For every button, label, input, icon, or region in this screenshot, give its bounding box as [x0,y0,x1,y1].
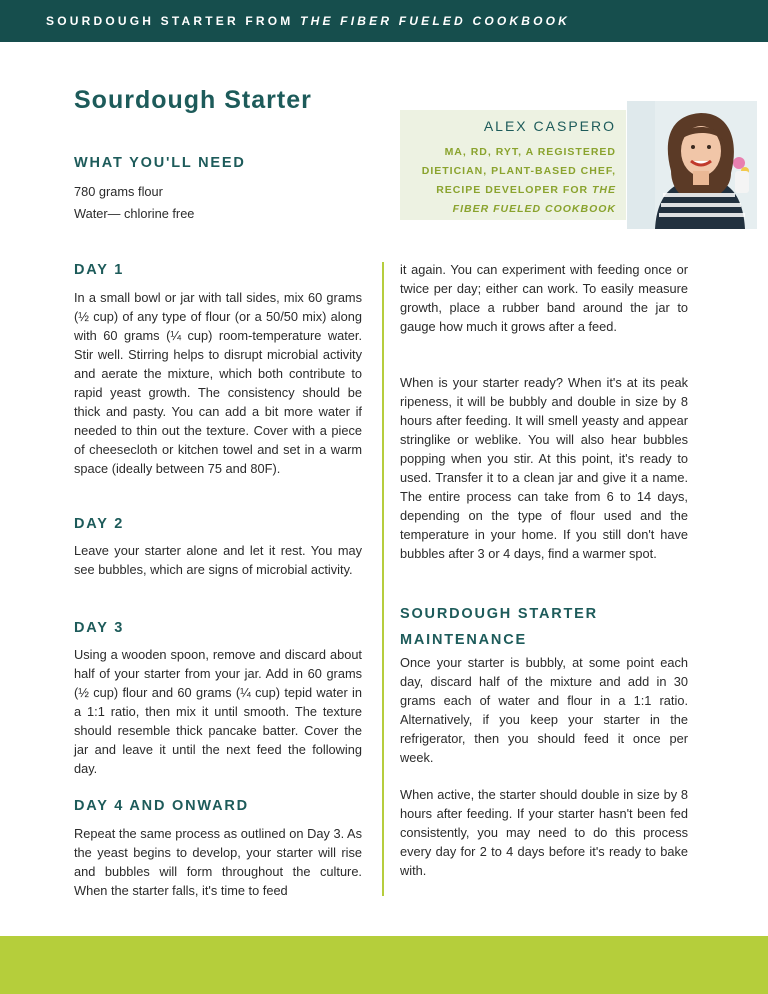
ingredients-list [74,182,194,223]
header-title [46,14,570,28]
author-photo [627,101,757,229]
day4-text: Repeat the same process as outlined on Day 3. As the yeast begins to develop, your starter will rise and bubbles will form throughout the culture. When the starter falls, it's time to feed [74,826,362,898]
ingredient-item: Water— chlorine free [74,206,195,221]
day3-heading: DAY 3 [74,620,125,636]
ingredient-item: 780 grams flour [74,184,163,199]
maintenance-heading-line: SOURDOUGH STARTER [400,606,598,622]
footer-bar [0,936,768,994]
author-desc-text: RECIPE DEVELOPER FOR [436,184,592,196]
starter-ready-text: When is your starter ready? When it's at its peak ripeness, it will be bubbly and double in size by 8 hours after feeding. It will smell yeasty and appear stringlike or weblike. You will also hear bubbles popping when you stir. At this point, it's ready to used. Transfer it to a clean jar and give it a name. The entire process can take from 6 to 14 days, depending on the type of flour used and the temperature in your home. If you still don't have bubbles after 3 or 4 days, find a warmer spot. [400,375,688,561]
maintenance-heading-line: MAINTENANCE [400,632,527,648]
maintenance-text-1: Once your starter is bubbly, at some point each day, discard half of the mixture and add in 30 grams each of water and flour in a 1:1 ratio. Alternatively, if you keep your starter in the refrigerator, then you should feed it once per week. [400,655,688,765]
author-description [406,143,616,219]
author-box [400,110,626,220]
day3-text: Using a wooden spoon, remove and discard about half of your starter from your jar. Add in 60 grams (½ cup) flour and 60 grams (¼ cup) tepid water in a 1:1 ratio, then mix it until smooth. The texture should resemble thick pancake batter. Cover the jar and leave it until the next feed the following day. [74,647,362,776]
author-name: ALEX CASPERO [483,118,616,134]
author-desc-line [406,200,616,219]
ingredients-heading: WHAT YOU'LL NEED [74,155,246,171]
day4-heading: DAY 4 AND ONWARD [74,798,249,814]
author-desc-italic: FIBER FUELED COOKBOOK [452,203,616,215]
day1-heading: DAY 1 [74,262,125,278]
day2-text: Leave your starter alone and let it rest. You may see bubbles, which are signs of microbial activity. [74,543,362,577]
header-book-title: THE FIBER FUELED COOKBOOK [300,14,571,28]
maintenance-text-2: When active, the starter should double in size by 8 hours after feeding. If your starter hasn't been fed consistently, you may need to do this process every day for 2 to 4 days before it's ready to bake with. [400,787,688,878]
header-bar [0,0,768,42]
author-desc-line [406,181,616,200]
author-desc-line: DIETICIAN, PLANT-BASED CHEF, [421,165,616,177]
author-desc-line: MA, RD, RYT, A REGISTERED [444,146,616,158]
day2-heading: DAY 2 [74,516,125,532]
column-divider [382,262,384,896]
maintenance-heading [400,601,598,653]
day4-continuation-text: it again. You can experiment with feeding once or twice per day; either can work. To easily measure growth, place a rubber band around the jar to gauge how much it grows after a feed. [400,262,688,334]
day1-text: In a small bowl or jar with tall sides, mix 60 grams (½ cup) of any type of flour (or a 50/50 mix) along with 60 grams (¼ cup) room-temperature water. Stir well. Stirring helps to disrupt microbial activity and aerate the mixture, which both contribute to rapid yeast growth. The consistency should be thick and pasty. You can add a bit more water if needed to thin out the texture. Cover with a piece of cheesecloth or kitchen towel and set in a warm space (ideally between 75 and 80F). [74,290,362,476]
author-desc-italic: THE [592,184,616,196]
page-title: Sourdough Starter [74,86,312,114]
header-prefix: SOURDOUGH STARTER FROM [46,14,301,28]
author-portrait-image [627,101,757,229]
